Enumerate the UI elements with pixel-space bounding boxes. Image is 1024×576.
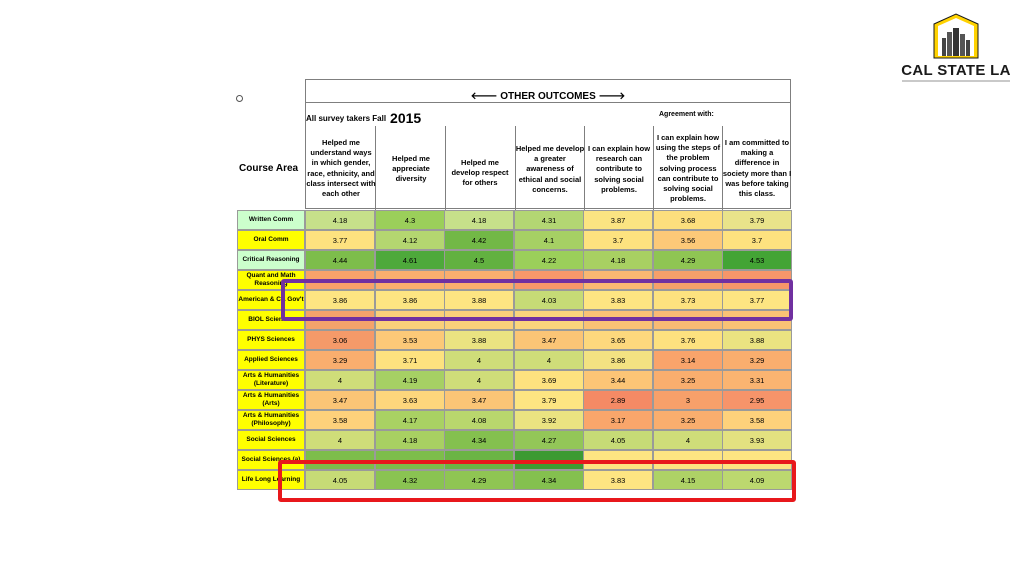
column-header-research: I can explain how research can contribute to solving social problems. [587,144,651,194]
table-cell: 3.63 [375,390,445,410]
table-cell: 4.19 [375,370,445,390]
table-cell: 3.76 [653,330,723,350]
table-cell: 3.83 [583,290,653,310]
table-cell: 4.03 [514,290,584,310]
table-cell: 4 [444,350,514,370]
table-cell: 3.58 [305,410,375,430]
table-row [237,250,792,270]
row-label: Social Sciences (a) [237,450,305,470]
table-cell: 4 [305,430,375,450]
column-header-diversity: Helped me appreciate diversity [392,154,430,184]
table-cell: 4.5 [444,250,514,270]
table-cell: 3.47 [444,390,514,410]
table-row [237,210,792,230]
table-row [237,390,792,410]
row-label: Arts & Humanities (Arts) [237,390,305,410]
table-cell: 4.44 [305,250,375,270]
column-header-problem-solving: I can explain how using the steps of the problem solving process can contribute to solving social problems. [655,133,721,204]
row-label: Quant and Math Reasoning [237,270,305,290]
table-cell: 4.61 [375,250,445,270]
table-cell: 4.18 [444,210,514,230]
table-cell: 4.05 [305,470,375,490]
table-cell: 3.58 [722,410,792,430]
row-label: PHYS Sciences [237,330,305,350]
table-cell: 3.06 [305,330,375,350]
table-cell: 3.25 [653,370,723,390]
table-row [237,350,792,370]
table-cell: 3.86 [375,290,445,310]
table-cell: 4.34 [444,430,514,450]
table-cell: 3.92 [514,410,584,430]
table-cell: 4.17 [375,410,445,430]
outcomes-title: 🡐 OTHER OUTCOMES 🡒 [470,91,626,102]
table-cell: 4.15 [653,470,723,490]
row-label: Applied Sciences [237,350,305,370]
row-label: American & CA Gov't [237,290,305,310]
table-cell: 3.68 [653,210,723,230]
red-highlight-box [278,460,796,502]
table-cell: 3.69 [514,370,584,390]
header-frame [305,79,791,209]
header-divider [306,102,790,103]
table-cell: 3.31 [722,370,792,390]
table-cell: 4.1 [514,230,584,250]
table-cell: 4.29 [653,250,723,270]
table-row [237,430,792,450]
table-cell: 3.77 [722,290,792,310]
row-label: Life Long Learning [237,470,305,490]
column-header-respect: Helped me develop respect for others [451,158,509,188]
column-header-intersection: Helped me understand ways in which gender, race, ethnicity, and class intersect with each other [306,138,376,199]
column-header-commitment: I am committed to making a difference in society more than I was before taking this class. [722,138,792,199]
table-cell: 3.47 [305,390,375,410]
table-cell: 4.18 [583,250,653,270]
row-label: Critical Reasoning [237,250,305,270]
table-cell: 3.88 [444,290,514,310]
table-cell: 3.79 [722,210,792,230]
table-cell: 4.3 [375,210,445,230]
table-cell: 4 [444,370,514,390]
table-cell: 4.27 [514,430,584,450]
table-cell: 3.7 [583,230,653,250]
row-label: Arts & Humanities (Literature) [237,370,305,390]
table-cell: 3.65 [583,330,653,350]
table-cell: 4.31 [514,210,584,230]
table-cell: 4 [514,350,584,370]
table-cell: 4.22 [514,250,584,270]
table-cell: 3.73 [653,290,723,310]
cal-state-la-logo [896,12,1016,84]
bullet-point [236,95,243,102]
row-label: Arts & Humanities (Philosophy) [237,410,305,430]
table-cell: 3.87 [583,210,653,230]
table-cell: 4.29 [444,470,514,490]
table-cell: 4.09 [722,470,792,490]
table-cell: 3.77 [305,230,375,250]
table-cell: 3.88 [444,330,514,350]
table-cell: 3.44 [583,370,653,390]
logo-emblem-icon [896,12,1016,62]
table-cell: 3.56 [653,230,723,250]
table-cell: 4.53 [722,250,792,270]
logo-tagline-bar [902,80,1010,82]
table-row [237,410,792,430]
table-cell: 3 [653,390,723,410]
row-label: Oral Comm [237,230,305,250]
table-cell: 4.08 [444,410,514,430]
table-cell: 4 [305,370,375,390]
table-cell: 4.34 [514,470,584,490]
table-cell: 3.86 [305,290,375,310]
logo-text: CAL STATE LA [901,62,1011,79]
table-row [237,330,792,350]
table-cell: 2.89 [583,390,653,410]
table-cell: 4.12 [375,230,445,250]
table-cell: 3.29 [305,350,375,370]
row-label: Social Sciences [237,430,305,450]
table-row [237,370,792,390]
table-cell: 3.88 [722,330,792,350]
table-cell: 3.53 [375,330,445,350]
table-cell: 3.93 [722,430,792,450]
table-cell: 3.83 [583,470,653,490]
agreement-label: Agreement with: [659,111,714,118]
row-label: BIOL Sciences [237,310,305,330]
table-cell: 3.25 [653,410,723,430]
course-area-label: Course Area [239,163,299,174]
table-cell: 4.18 [305,210,375,230]
table-cell: 3.14 [653,350,723,370]
purple-highlight-box [281,279,793,321]
survey-year: 2015 [390,110,422,126]
table-cell: 4.42 [444,230,514,250]
survey-text: All survey takers Fall [306,114,387,123]
table-cell: 3.47 [514,330,584,350]
table-cell: 3.71 [375,350,445,370]
table-row [237,230,792,250]
table-cell: 3.86 [583,350,653,370]
table-cell: 3.17 [583,410,653,430]
table-cell: 4.32 [375,470,445,490]
table-cell: 3.7 [722,230,792,250]
survey-label [306,110,421,126]
column-header-ethics: Helped me develop a greater awareness of ethical and social concerns. [515,144,585,194]
table-cell: 3.29 [722,350,792,370]
table-cell: 3.79 [514,390,584,410]
table-cell: 4.18 [375,430,445,450]
table-cell: 2.95 [722,390,792,410]
table-cell: 4 [653,430,723,450]
row-label: Written Comm [237,210,305,230]
table-cell: 4.05 [583,430,653,450]
